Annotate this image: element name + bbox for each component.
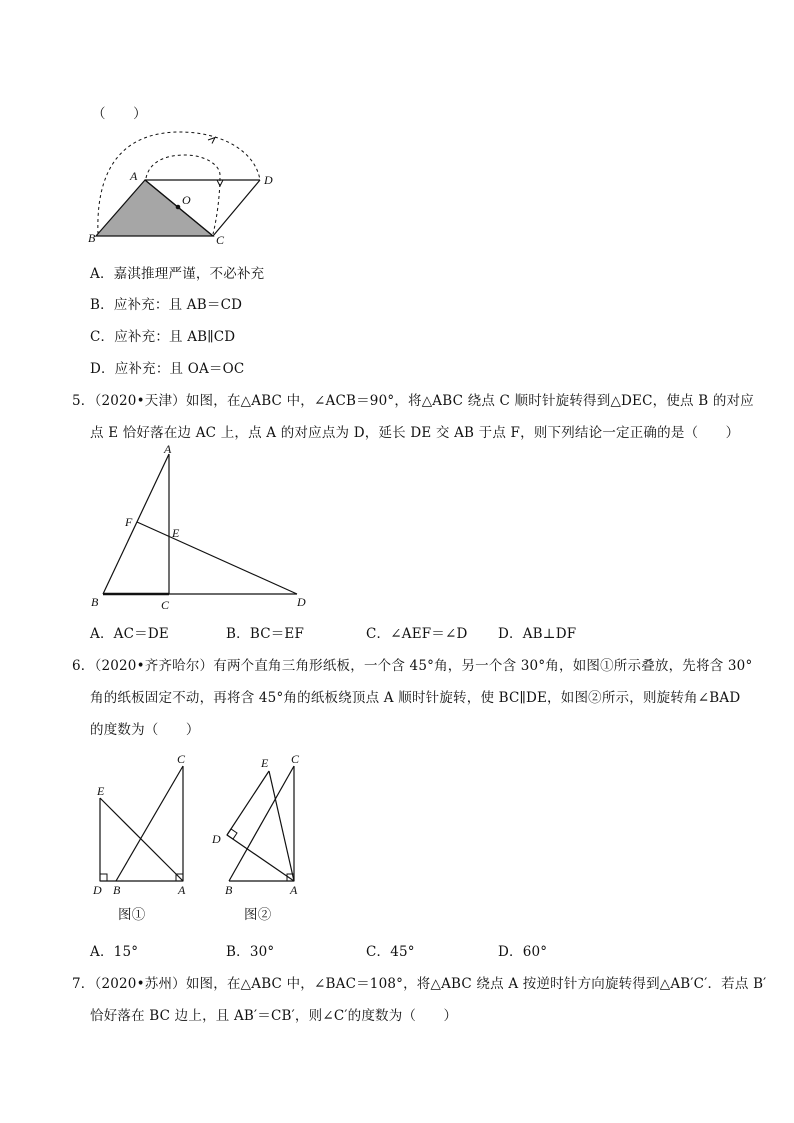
q4-answer-bracket: （ ） (92, 106, 147, 122)
label-d: D (212, 832, 221, 846)
label-b: B (91, 595, 99, 609)
q5-stem-line2: 点 E 恰好落在边 AC 上，点 A 的对应点为 D，延长 DE 交 AB 于点 F，则下列结论一定正确的是（ ） (90, 425, 740, 441)
q6-figure-1-caption: 图① (118, 907, 146, 923)
label-a: A (178, 883, 186, 897)
q4-option-b[interactable]: B．应补充：且 AB＝CD (90, 297, 243, 313)
q6-stem-line1: 6．（2020•齐齐哈尔）有两个直角三角形纸板，一个含 45°角，另一个含 30°角，如图①所示叠放，先将含 30° (72, 658, 753, 674)
label-c: C (291, 752, 300, 766)
label-e: E (172, 526, 180, 540)
q5-stem-line1: 5．（2020•天津）如图，在△ABC 中，∠ACB＝90°，将△ABC 绕点 C 顺时针旋转得到△DEC，使点 B 的对应 (72, 393, 754, 409)
large-arc-arrow-icon (208, 138, 215, 144)
q4-option-a[interactable]: A．嘉淇推理严谨，不必补充 (90, 266, 265, 282)
q7-stem-line2: 恰好落在 BC 边上，且 AB′＝CB′，则∠C′的度数为（ ） (90, 1008, 458, 1024)
label-f: F (125, 515, 133, 529)
q5-option-d[interactable]: D．AB⊥DF (498, 626, 577, 642)
label-a: A (130, 169, 138, 183)
segment-ed (227, 771, 269, 835)
label-o: O (182, 193, 191, 207)
segment-ab (103, 454, 169, 594)
q5-option-c[interactable]: C．∠AEF＝∠D (366, 626, 468, 642)
right-angle-d-icon (227, 829, 237, 839)
q4-parallelogram-figure (80, 120, 300, 250)
segment-da (227, 835, 294, 881)
q6-option-d[interactable]: D．60° (498, 944, 548, 960)
label-a: A (164, 442, 172, 456)
label-b: B (113, 883, 121, 897)
label-c: C (216, 233, 225, 247)
label-a: A (290, 883, 298, 897)
label-b: B (225, 883, 233, 897)
q6-option-a[interactable]: A．15° (90, 944, 139, 960)
label-d: D (297, 595, 306, 609)
q6-figure-2-caption: 图② (244, 907, 272, 923)
q6-figure-1 (88, 748, 198, 898)
label-d: D (264, 173, 273, 187)
right-angle-d-icon (100, 874, 107, 881)
q4-option-d[interactable]: D．应补充：且 OA＝OC (90, 361, 245, 377)
q4-option-c[interactable]: C．应补充：且 AB∥CD (90, 329, 236, 345)
q5-options (90, 622, 576, 642)
segment-ea (100, 798, 183, 881)
label-e: E (261, 756, 269, 770)
q6-option-c[interactable]: C．45° (366, 944, 415, 960)
q6-stem-line2: 角的纸板固定不动，再将含 45°角的纸板绕顶点 A 顺时针旋转，使 BC∥DE，如图②所示，则旋转角∠BAD (90, 690, 741, 706)
label-c: C (177, 752, 186, 766)
q5-triangle-figure (85, 440, 325, 615)
label-d: D (93, 883, 102, 897)
q5-option-b[interactable]: B．BC＝EF (226, 626, 305, 642)
segment-fd (137, 522, 297, 594)
segment-dc (213, 180, 260, 236)
label-c: C (161, 598, 170, 612)
label-b: B (88, 231, 96, 245)
q6-option-b[interactable]: B．30° (226, 944, 275, 960)
q6-stem-line3: 的度数为（ ） (90, 722, 200, 738)
point-o (176, 205, 181, 210)
q5-option-a[interactable]: A．AC＝DE (90, 626, 169, 642)
label-e: E (97, 784, 105, 798)
q6-figure-2 (205, 748, 315, 898)
q7-stem-line1: 7．（2020•苏州）如图，在△ABC 中，∠BAC＝108°，将△ABC 绕点 A 按逆时针方向旋转得到△AB′C′．若点 B′ (72, 976, 767, 992)
q6-options (90, 940, 547, 960)
